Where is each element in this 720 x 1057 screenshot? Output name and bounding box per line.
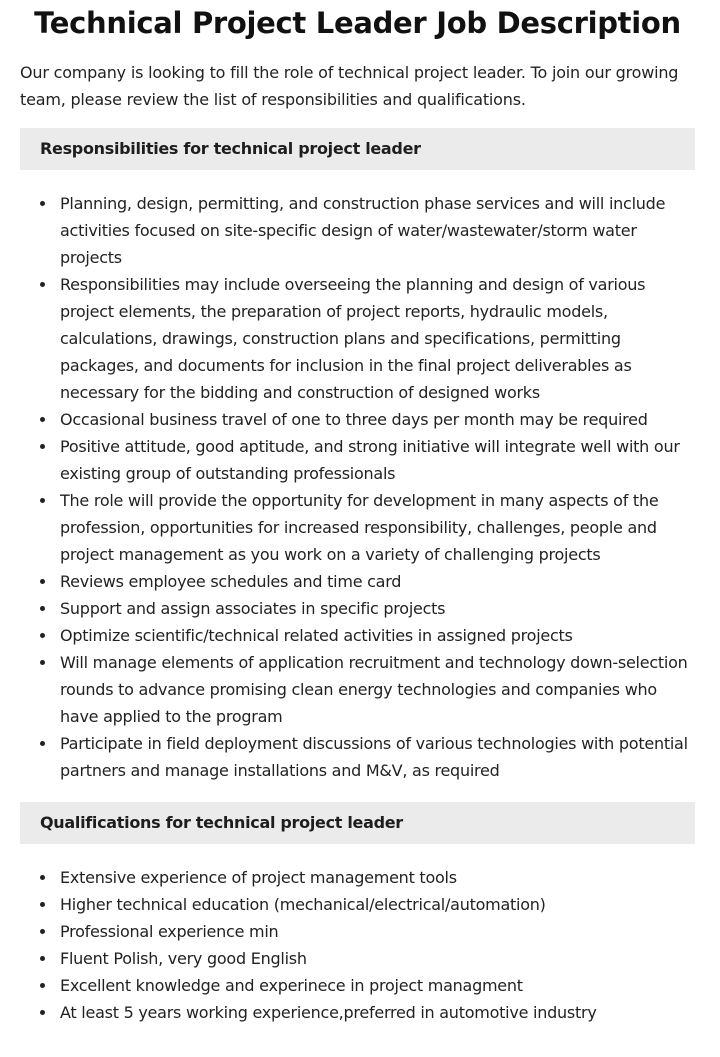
list-item xyxy=(20,891,695,918)
bullet-icon xyxy=(40,902,45,907)
qualifications-heading: Qualifications for technical project leader xyxy=(20,802,695,844)
bullet-icon xyxy=(40,201,45,206)
list-item xyxy=(20,730,695,784)
bullet-icon xyxy=(40,498,45,503)
bullet-icon xyxy=(40,579,45,584)
list-item xyxy=(20,945,695,972)
responsibilities-list xyxy=(20,190,695,784)
list-item-text: The role will provide the opportunity for development in many aspects of the profession, opportunities for increased responsibility, challenges, people and project management as you work on a variety of challenging projects xyxy=(60,491,659,564)
list-item-text: Fluent Polish, very good English xyxy=(60,949,307,968)
list-item-text: Optimize scientific/technical related activities in assigned projects xyxy=(60,626,573,645)
list-item xyxy=(20,918,695,945)
list-item-text: Excellent knowledge and experinece in project managment xyxy=(60,976,523,995)
bullet-icon xyxy=(40,875,45,880)
bullet-icon xyxy=(40,606,45,611)
list-item-text: Positive attitude, good aptitude, and strong initiative will integrate well with our existing group of outstanding professionals xyxy=(60,437,680,483)
list-item-text: Reviews employee schedules and time card xyxy=(60,572,402,591)
list-item xyxy=(20,595,695,622)
bullet-icon xyxy=(40,1010,45,1015)
list-item-text: Extensive experience of project management tools xyxy=(60,868,457,887)
bullet-icon xyxy=(40,444,45,449)
bullet-icon xyxy=(40,417,45,422)
list-item xyxy=(20,864,695,891)
list-item-text: Will manage elements of application recruitment and technology down-selection rounds to advance promising clean energy technologies and companies who have applied to the program xyxy=(60,653,688,726)
list-item xyxy=(20,271,695,406)
list-item xyxy=(20,487,695,568)
list-item xyxy=(20,972,695,999)
bullet-icon xyxy=(40,633,45,638)
bullet-icon xyxy=(40,741,45,746)
list-item xyxy=(20,999,695,1026)
list-item-text: Occasional business travel of one to three days per month may be required xyxy=(60,410,648,429)
page-title: Technical Project Leader Job Description xyxy=(34,6,681,40)
list-item-text: Responsibilities may include overseeing the planning and design of various project elements, the preparation of project reports, hydraulic models, calculations, drawings, construction plans and specifications, permitting packages, and documents for inclusion in the final project deliverables as necessary for the bidding and construction of designed works xyxy=(60,275,646,402)
list-item-text: Participate in field deployment discussions of various technologies with potential partners and manage installations and M&V, as required xyxy=(60,734,688,780)
responsibilities-heading: Responsibilities for technical project leader xyxy=(20,128,695,170)
list-item xyxy=(20,190,695,271)
list-item xyxy=(20,406,695,433)
list-item-text: Higher technical education (mechanical/electrical/automation) xyxy=(60,895,546,914)
list-item-text: At least 5 years working experience,preferred in automotive industry xyxy=(60,1003,597,1022)
bullet-icon xyxy=(40,956,45,961)
list-item xyxy=(20,433,695,487)
list-item xyxy=(20,649,695,730)
list-item-text: Professional experience min xyxy=(60,922,279,941)
list-item-text: Support and assign associates in specific projects xyxy=(60,599,446,618)
list-item xyxy=(20,622,695,649)
bullet-icon xyxy=(40,983,45,988)
list-item xyxy=(20,568,695,595)
intro-paragraph: Our company is looking to fill the role of technical project leader. To join our growing team, please review the list of responsibilities and qualifications. xyxy=(20,63,679,109)
qualifications-list xyxy=(20,864,695,1026)
bullet-icon xyxy=(40,660,45,665)
bullet-icon xyxy=(40,282,45,287)
bullet-icon xyxy=(40,929,45,934)
list-item-text: Planning, design, permitting, and construction phase services and will include activities focused on site-specific design of water/wastewater/storm water projects xyxy=(60,194,666,267)
